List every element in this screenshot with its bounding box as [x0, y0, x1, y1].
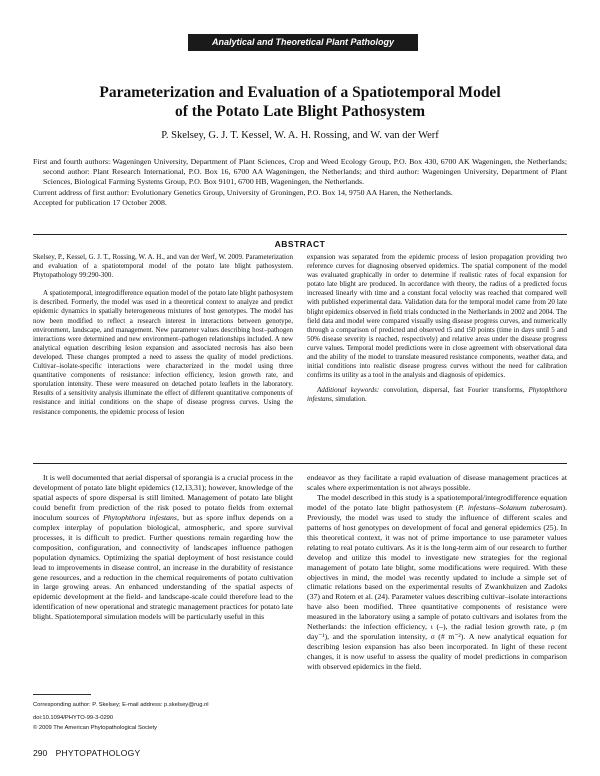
affiliation-text: First and fourth authors: Wageningen University, Department of Plant Sciences, Crop and Weed Ecology Group, P.O. Box 430, 6700 AK Wageningen, the Netherlands; second author: Plant Research International, P.O. Box 16, 6700 AA Wageningen, the Netherlands; and third author: Wageningen University, Department of Plant Sciences, Biological Farming Systems Group, P.O. Box 9101, 6700 HB, Wageningen, the Netherlands.: [33, 157, 567, 187]
body-right-column: [307, 473, 567, 758]
corresponding-author: Corresponding author: P. Skelsey; E-mail address: p.skelsey@rug.nl: [33, 702, 209, 708]
keywords-label: Additional keywords:: [317, 386, 380, 395]
body-p2-text-a: The model described in this study is a spatiotemporal/integrodifference equation model of the potato late blight pathosystem (: [307, 492, 567, 512]
keywords-end: , simulation.: [331, 395, 367, 404]
body-left-column: [33, 473, 293, 691]
copyright: © 2009 The American Phytopathological Society: [33, 725, 158, 731]
intro-paragraph: [33, 473, 293, 622]
body-paragraph-1: endeavor as they facilitate a rapid evaluation of disease management practices at scales where experimentation is not always possible.: [307, 473, 567, 492]
body-paragraph-2: [307, 493, 567, 672]
abstract-text-left: A spatiotemporal, integrodifference equation model of the potato late blight pathosystem is described. Formerly, the model was used in a theoretical context to analyze and predict epidemic dynamics in spatially heterogeneous mixtures of host genotypes. The model has now been modified to reflect a research interest in interactions between genotype, environment, landscape, and management. New parameter values describing host–pathogen interactions were determined and new environment–pathogen relationships included. A new analytical equation describing lesion expansion and associated necrosis has also been developed. These changes prompted a need to assess the quality of model predictions. Cultivar–isolate-specific interactions were characterized in the model using three quantitative components of resistance: infection efficiency, lesion growth rate, and sporulation intensity. These were measured on detached potato leaflets in the laboratory. Results of a sensitivity analysis illuminate the effect of different quantitative components of resistance and initial conditions on the shape of disease progress curves. Using the resistance components, the epidemic process of lesion: [33, 289, 293, 416]
accepted-date: Accepted for publication 17 October 2008.: [33, 197, 167, 207]
abstract-bottom-rule: [33, 463, 567, 464]
article-title: [40, 83, 560, 121]
doi: doi:10.1094/PHYTO-99-3-0290: [33, 715, 114, 721]
intro-species: Phytophthora infestans: [103, 512, 177, 522]
abstract-text-right: expansion was separated from the epidemic process of lesion propagation providing two reference curves for diagnosing observed epidemics. The spatial component of the model was evaluated graphically in order to determine if realistic rates of focal expansion for potato late blight are produced. In accordance with theory, the radius of a predicted focus increased linearly with time and a constant focal velocity was reached that compared well with published experimental data. Validation data for the temporal model came from 20 late blight epidemics observed in field trials conducted in the Netherlands in 2002 and 2004. The field data and model were compared visually using disease progress curves, and numerically through a comparison of predicted and observed t5 and t50 points (time in days until 5 and 50% disease severity is reached, respectively) and relative areas under the disease progress curve values. Temporal model predictions were in close agreement with observational data and the ability of the model to translate measured resistance components, weather data, and initial conditions into realistic disease progress curves without the need for calibration confirms its utility as a tool in the analysis and diagnosis of epidemics.: [307, 253, 567, 380]
intro-text-b: , but as spore influx depends on a complex interplay of population biological, atmospheric, and spore survival processes, it is difficult to predict. Further questions remain regarding how the composition, configuration, and connectivity of landscapes influence pathogen population dynamics. Optimizing the spatial deployment of host resistance could lead to improvements in disease control, an increase in the durability of resistance gene resources, and a reduction in the chemical requirements of potato cultivation in large growing areas. An enhanced understanding of the spatial aspects of epidemic development at the field- and landscape-scale could therefore lead to the identification of new operational and strategic management practices for potato late blight. Spatiotemporal simulation models will be particularly useful in this: [33, 512, 293, 622]
title-line-2: of the Potato Late Blight Pathosystem: [174, 103, 426, 120]
keywords: [307, 386, 567, 404]
intro-text-a: It is well documented that aerial dispersal of sporangia is a crucial process in the development of potato late blight epidemics (12,13,31); however, knowledge of the spatial aspects of spore dispersal is still limited. Management of potato late blight could benefit from prediction of the risk posed to potato fields from external inoculum sources of: [33, 473, 293, 522]
body-p2-species: P. infestans–Solanum tuberosum: [458, 502, 563, 512]
abstract-heading: ABSTRACT: [274, 239, 326, 249]
abstract-top-rule: [33, 234, 567, 235]
author-list: P. Skelsey, G. J. T. Kessel, W. A. H. Rossing, and W. van der Werf: [161, 130, 439, 141]
abstract-right-column: [307, 253, 567, 458]
abstract-left-column: [33, 253, 293, 458]
page-footer: [33, 748, 147, 758]
keywords-species: Phytophthora infestans: [307, 386, 567, 404]
affiliations: [33, 157, 567, 208]
current-address: Current address of first author: Evolutionary Genetics Group, University of Groningen, P.O. Box 14, 9750 AA Haren, the Netherlands.: [33, 187, 453, 197]
journal-name: PHYTOPATHOLOGY: [55, 748, 141, 758]
footnote-rule: [33, 694, 91, 695]
body-p2-text-b: ). Previously, the model was used to study the influence of different scales and patterns of host genotypes on development of focal and general epidemics (25). In this theoretical context, it was not of prime importance to use parameter values relating to real potato cultivars. As it is the long-term aim of our research to further develop and utilize this model to investigate new strategies for the regional management of potato late blight, some modifications were required. With these objectives in mind, the model was recently updated to include a simple set of climatic relations based on the experimental results of Zwankhuizen and Zadoks (37) and Rotem et al. (24). Parameter values describing cultivar–isolate interactions have also been modified. Three quantitative components of resistance were measured in the laboratory using a sample of potato cultivars and isolates from the Netherlands: the infection efficiency, ι (–), the radial lesion growth rate, ρ (m day⁻¹), and the sporulation intensity, σ (# m⁻²). A new analytical equation for describing lesion expansion has also been incorporated. In light of these recent changes, it is now useful to assess the quality of model predictions in comparison with observed epidemics in the field.: [307, 502, 567, 672]
title-line-1: Parameterization and Evaluation of a Spatiotemporal Model: [99, 84, 501, 101]
page-number: 290: [33, 748, 48, 758]
keywords-text: convolution, dispersal, fast Fourier transforms,: [383, 386, 525, 395]
citation: Skelsey, P., Kessel, G. J. T., Rossing, W. A. H., and van der Werf, W. 2009. Parameterization and evaluation of a spatiotemporal model of the potato late blight pathosystem. Phytopathology 99:290-300.: [33, 253, 293, 280]
footnote-block: [33, 700, 293, 733]
section-banner: Analytical and Theoretical Plant Pathology: [188, 34, 418, 51]
